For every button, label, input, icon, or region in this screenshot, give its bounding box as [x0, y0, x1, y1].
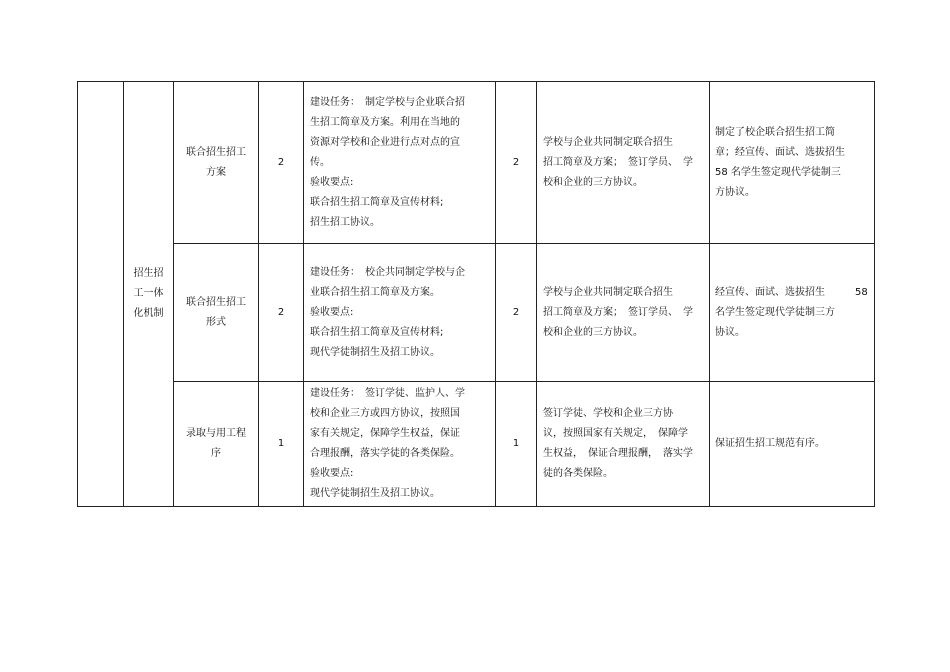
requirement-line: 现代学徒制招生及招工协议。 [310, 488, 440, 499]
requirement-line: 传。 [310, 156, 330, 168]
situation-line: 议，按照国家有关规定， 保障学 [543, 428, 688, 439]
requirement-line: 校和企业三方或四方协议，按照国 [310, 408, 460, 419]
situation-line: 学校与企业共同制定联合招生 [543, 286, 673, 298]
situation-line: 生权益， 保证合理报酬， 落实学 [543, 448, 693, 459]
requirement-line: 招生招工协议。 [310, 216, 380, 228]
result-cell [710, 244, 875, 382]
item-cell [174, 82, 259, 244]
requirement-line: 验收要点: [310, 468, 354, 479]
requirement-line: 验收要点: [310, 176, 354, 188]
blank-index-cell [78, 82, 124, 507]
situation-line: 学校与企业共同制定联合招生 [543, 136, 673, 148]
situation-line: 校和企业的三方协议。 [543, 326, 643, 338]
situation-line: 校和企业的三方协议。 [543, 176, 643, 188]
result-line: 58 名学生签定现代学徒制三 [715, 166, 841, 178]
result-line: 章；经宣传、面试、选拔招生 [715, 146, 845, 158]
requirement-line: 业联合招生招工简章及方案。 [310, 286, 440, 298]
category-cell [124, 82, 174, 507]
requirement-cell [304, 82, 496, 244]
requirement-line: 合理报酬，落实学徒的各类保险。 [310, 448, 460, 459]
result-line: 方协议。 [715, 186, 755, 198]
requirement-line: 建设任务： 制定学校与企业联合招 [310, 96, 465, 108]
table-row [78, 382, 875, 507]
score-cell: 1 [259, 382, 304, 507]
requirement-line: 联合招生招工简章及宣传材料; [310, 196, 444, 208]
item-cell [174, 244, 259, 382]
situation-cell [537, 82, 710, 244]
requirement-line: 建设任务： 签订学徒、监护人、学 [310, 388, 465, 399]
self-score-cell: 1 [496, 382, 537, 507]
requirement-line: 联合招生招工简章及宣传材料; [310, 326, 444, 338]
category-line: 化机制 [133, 308, 164, 319]
score-cell: 2 [259, 82, 304, 244]
result-line: 协议。 [715, 326, 745, 338]
item-line: 联合招生招工 [186, 146, 246, 158]
category-line: 工一体 [133, 288, 164, 299]
requirement-line: 资源对学校和企业进行点对点的宣 [310, 136, 460, 148]
item-line: 形式 [206, 316, 226, 328]
score-cell: 2 [259, 244, 304, 382]
result-cell [710, 82, 875, 244]
item-line: 联合招生招工 [186, 296, 246, 308]
requirement-line: 建设任务： 校企共同制定学校与企 [310, 266, 465, 278]
requirement-cell [304, 244, 496, 382]
item-cell [174, 382, 259, 507]
item-line: 序 [211, 448, 221, 459]
self-score-cell: 2 [496, 82, 537, 244]
result-line: 保证招生招工规范有序。 [715, 438, 825, 449]
situation-cell [537, 244, 710, 382]
result-line: 名学生签定现代学徒制三方 [715, 306, 835, 318]
situation-line: 签订学徒、学校和企业三方协 [543, 408, 673, 419]
situation-cell [537, 382, 710, 507]
requirement-line: 验收要点: [310, 306, 354, 318]
situation-line: 徒的各类保险。 [543, 468, 613, 479]
table-row [78, 244, 875, 382]
category-line: 招生招 [133, 268, 164, 279]
item-line: 录取与用工程 [186, 428, 246, 439]
item-line: 方案 [206, 166, 226, 178]
result-cell [710, 382, 875, 507]
requirement-line: 生招工简章及方案。利用在当地的 [310, 116, 460, 128]
table-row [78, 82, 875, 244]
requirement-cell [304, 382, 496, 507]
self-score-cell: 2 [496, 244, 537, 382]
situation-line: 招工简章及方案； 签订学员、 学 [543, 156, 693, 168]
requirement-line: 现代学徒制招生及招工协议。 [310, 346, 440, 358]
assessment-table [77, 81, 875, 507]
result-line: 制定了校企联合招生招工简 [715, 126, 835, 138]
requirement-line: 家有关规定，保障学生权益，保证 [310, 428, 460, 439]
situation-line: 招工简章及方案； 签订学员、 学 [543, 306, 693, 318]
result-line: 经宣传、面试、选拔招生 58 [715, 286, 868, 298]
